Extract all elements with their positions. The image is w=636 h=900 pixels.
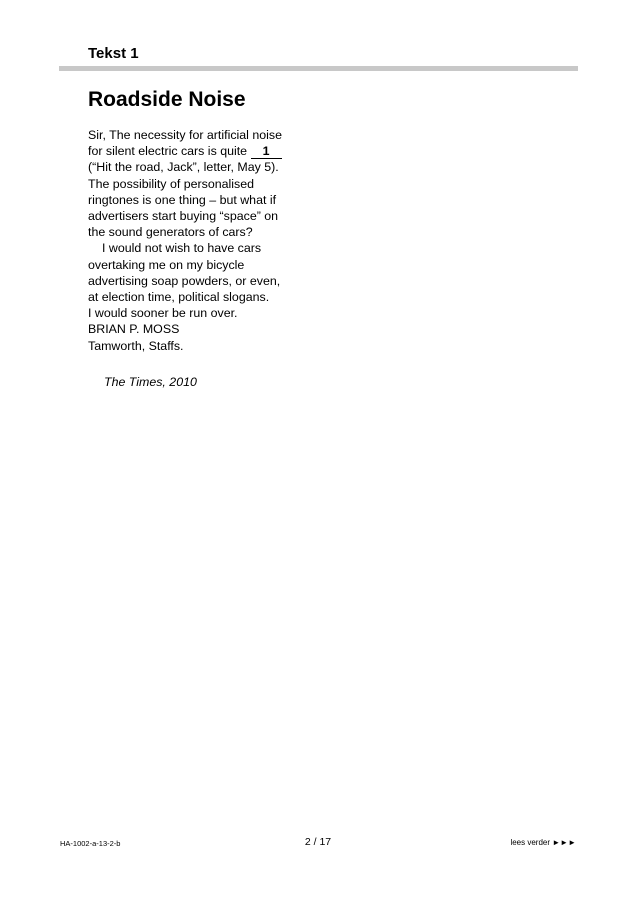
text-line: the sound generators of cars?	[88, 225, 253, 240]
article-body	[88, 127, 328, 354]
paragraph-2	[88, 240, 328, 321]
text-line: I would sooner be run over.	[88, 306, 238, 321]
author-place: Tamworth, Staffs.	[88, 338, 184, 353]
gap-number-blank: 1	[251, 145, 282, 159]
paragraph-1	[88, 127, 328, 240]
text-line: overtaking me on my bicycle	[88, 257, 245, 272]
footer-continue-label: lees verder ►►►	[510, 838, 576, 847]
text-line: advertising soap powders, or even,	[88, 273, 281, 288]
text-fragment: for silent electric cars is quite	[88, 144, 248, 159]
article-source: The Times, 2010	[104, 375, 197, 389]
text-line: advertisers start buying “space” on	[88, 209, 279, 224]
text-line: ringtones is one thing – but what if	[88, 192, 277, 207]
section-label: Tekst 1	[88, 45, 139, 62]
author-name: BRIAN P. MOSS	[88, 322, 180, 337]
footer-exam-code: HA-1002-a-13-2-b	[60, 839, 121, 848]
footer-page-number: 2 / 17	[304, 836, 332, 848]
text-line: at election time, political slogans.	[88, 290, 270, 305]
text-line: The possibility of personalised	[88, 176, 254, 191]
text-line: (“Hit the road, Jack”, letter, May 5).	[88, 160, 279, 175]
text-line: Sir, The necessity for artificial noise	[88, 128, 282, 142]
text-line: I would not wish to have cars	[102, 241, 262, 256]
text-line-with-gap	[88, 143, 328, 159]
article-title: Roadside Noise	[88, 88, 246, 111]
signature	[88, 321, 328, 353]
header-divider	[59, 66, 578, 71]
